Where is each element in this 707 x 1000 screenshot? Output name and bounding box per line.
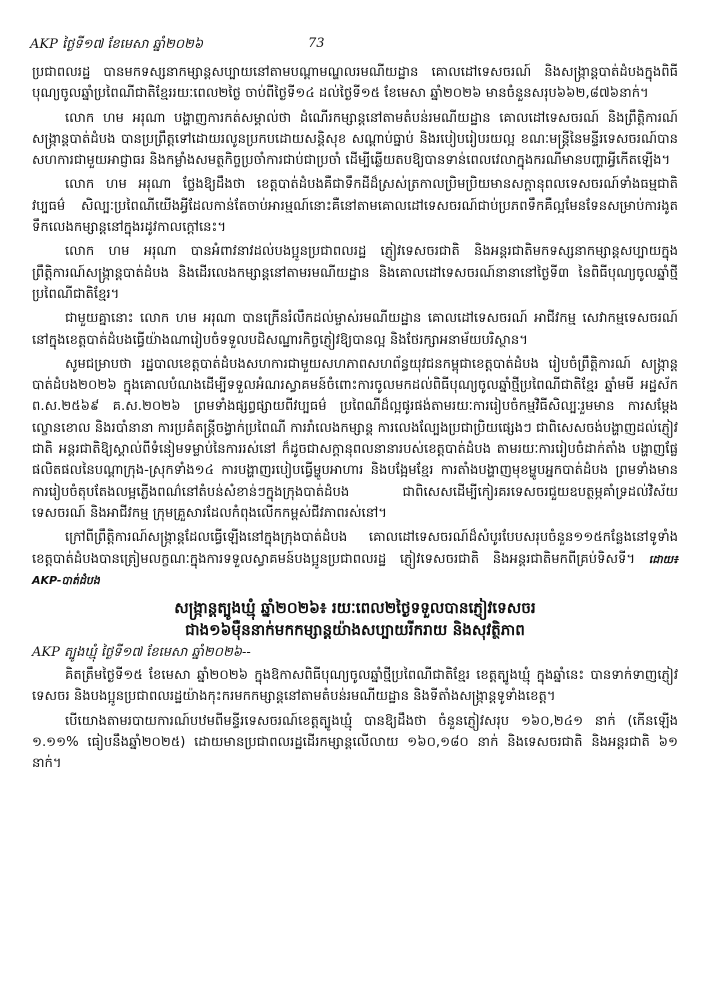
page-body xyxy=(32,62,678,778)
header-source-date: AKP ថ្ងៃទី១៧ ខែមេសា ឆ្នាំ២០២៦ xyxy=(30,37,204,52)
article1-paragraph-last xyxy=(32,527,678,591)
article1-paragraph-text: ក្រៅពីព្រឹត្តិការណ៍សង្ក្រាន្តដែលធ្វើឡើងនៅក្នុងក្រុងបាត់ដំបង គោលដៅទេសចរណ៍ដ៏សំបូរបែបសរុបចំនួន១១៥កន្លែងនៅទូទាំងខេត្តបាត់ដំបងបានត្រៀមលក្ខណៈក្នុងការទទួលស្វាគមន៍បងប្អូនប្រជាពលរដ្ឋ ភ្ញៀវទេសចរជាតិ និងអន្តរជាតិមកពីគ្រប់ទិសទី។ xyxy=(32,530,678,567)
article2-paragraph: គិតត្រឹមថ្ងៃទី១៥ ខែមេសា ឆ្នាំ២០២៦ ក្នុងឱកាសពិធីបុណ្យចូលឆ្នាំថ្មីប្រពៃណីជាតិខ្មែរ ខេត្តត្បូងឃ្មុំ ក្នុងឆ្នាំនេះ បានទាក់ទាញភ្ញៀវទេសចរ និងបងប្អូនប្រជាពលរដ្ឋយ៉ាងកុះករមកកម្សាន្តនៅតាមតំបន់រមណីយដ្ឋាន និងទីតាំងសង្ក្រាន្តទូទាំងខេត្ត។ xyxy=(32,668,678,705)
article1-paragraph: សូមជម្រាបថា រដ្ឋបាលខេត្តបាត់ដំបងសហការជាមួយសហភាពសហព័ន្ធយុវជនកម្ពុជាខេត្តបាត់ដំបង រៀបចំព្រឹត្តិការណ៍ សង្ក្រាន្តបាត់ដំបង២០២៦ ក្នុងគោលបំណងដើម្បីទទួលអំណរស្វាគមន៍ចំពោះការចូលមកដល់ពិធីបុណ្យចូលឆ្នាំថ្មីប្រពៃណីជាតិខ្មែរ ឆ្នាំមមី អដ្ឋស័ក ព.ស.២៥៦៩ គ.ស.២០២៦ ព្រមទាំងផ្សព្វផ្សាយពីវប្បធម៌ ប្រពៃណីដ៏ល្អផូរផង់តាមរយៈការរៀបចំកម្មវិធីសិល្បៈរួមមាន ការសម្តែងល្ខោនខោល និងរបាំនានា ការប្រគំតន្ត្រីចង្វាក់ប្រពៃណី ការរាំលេងកម្សាន្ត ការលេងល្បែងប្រជាប្រិយផ្សេងៗ ជាពិសេសចង់បង្ហាញដល់ភ្ញៀវជាតិ អន្តរជាតិឱ្យស្គាល់ពីទំនៀមទម្លាប់នៃការរស់នៅ ក៏ដូចជាសក្តានុពលនានារបស់ខេត្តបាត់ដំបង តាមរយៈការរៀបចំដាក់តាំង បង្ហាញផ្លែផលិតផលនៃបណ្តាក្រុង-ស្រុកទាំង១៤ ការបង្ហាញរបៀបធ្វើម្ហូបអាហារ និងបង្អែមខ្មែរ ការតាំងបង្ហាញមុខម្ហូបអ្នកបាត់ដំបង ព្រមទាំងមានការរៀបចំតុបតែងលម្អភ្លើងពណ៌នៅតំបន់សំខាន់ៗក្នុងក្រុងបាត់ដំបង ជាពិសេសដើម្បីកៀរគរទេសចរជួយឧបត្ថម្ភគាំទ្រដល់វិស័យទេសចរណ៍ និងអាជីវកម្ម ក្រុមគ្រួសារដែលកំពុងលើកកម្ពស់ជីវភាពរស់នៅ។ xyxy=(32,356,678,521)
page-header xyxy=(30,36,680,56)
article2-paragraph: បើយោងតាមរបាយការណ៍បឋមពីមន្ទីរទេសចរណ៍ខេត្តត្បូងឃ្មុំ បានឱ្យដឹងថា ចំនួនភ្ញៀវសរុប ១៦០,២៤១ នាក់ (កើនឡើង ១.១១% ធៀបនឹងឆ្នាំ២០២៥) ដោយមានប្រជាពលរដ្ឋដើរកម្សាន្តលើលាយ ១៦០,១៨០ នាក់ និងទេសចរជាតិ និងអន្តរជាតិ ៦១ នាក់។ xyxy=(32,713,678,772)
article2-dateline: AKP ត្បូងឃ្មុំ ថ្ងៃទី១៧ ខែមេសា ឆ្នាំ២០២៦-- xyxy=(32,645,251,661)
article2-title xyxy=(32,597,678,641)
article1-paragraph: ប្រជាពលរដ្ឋ បានមកទស្សនាកម្សាន្តសប្បាយនៅតាមបណ្តាមណ្ឌលរមណីយដ្ឋាន គោលដៅទេសចរណ៍ និងសង្ក្រាន្តបាត់ដំបងក្នុងពិធីបុណ្យចូលឆ្នាំប្រពៃណីជាតិខ្មែររយៈពេល២ថ្ងៃ ចាប់ពីថ្ងៃទី១៤ ដល់ថ្ងៃទី១៥ ខែមេសា ឆ្នាំ២០២៦ មានចំនួនសរុប៦៦២,៨៧៦នាក់។ xyxy=(32,65,678,102)
article2-title-line2: ជាង១៦ម៉ឺននាក់មកកម្សាន្តយ៉ាងសប្បាយរីករាយ និងសុវត្ថិភាព xyxy=(185,621,525,640)
article-battambang xyxy=(32,62,678,591)
article1-paragraph: លោក ហម អរុណា បានអំពាវនាវដល់បងប្អូនប្រជាពលរដ្ឋ ភ្ញៀវទេសចរជាតិ និងអន្តរជាតិមកទស្សនាកម្សាន្តសប្បាយក្នុងព្រឹត្តិការណ៍សង្ក្រាន្តបាត់ដំបង និងដើរលេងកម្សាន្តនៅតាមរមណីយដ្ឋាន និងគោលដៅទេសចរណ៍នានានៅថ្ងៃទី៣ នៃពិធីបុណ្យចូលឆ្នាំថ្មីប្រពៃណីជាតិខ្មែរ។ xyxy=(32,244,678,302)
article1-byline: ដោយ៖ AKP-បាត់ដំបង xyxy=(32,552,678,587)
article1-paragraph: លោក ហម អរុណា បង្ហាញការកត់សម្គាល់ថា ដំណើរកម្សាន្តនៅតាមតំបន់រមណីយដ្ឋាន គោលដៅទេសចរណ៍ និងព្រឹត្តិការណ៍សង្ក្រាន្តបាត់ដំបង បានប្រព្រឹត្តទៅដោយរលូនប្រកបដោយសន្តិសុខ សណ្តាប់ធ្នាប់ និងរបៀបរៀបរយល្អ ខណៈមន្ត្រីនៃមន្ទីរទេសចរណ៍បានសហការជាមួយអាជ្ញាធរ និងកម្លាំងសមត្ថកិច្ចប្រចាំការជាប់ជាប្រចាំ ដើម្បីឆ្លើយតបឱ្យបានទាន់ពេលវេលាក្នុងករណីមានបញ្ហាអ្វីកើតឡើង។ xyxy=(32,110,678,169)
article1-paragraph: លោក ហម អរុណា ថ្លែងឱ្យដឹងថា ខេត្តបាត់ដំបងគឺជាទឹកដីដ៏ស្រស់ត្រកាលប្រិមប្រិយមានសក្តានុពលទេសចរណ៍ទាំងធម្មជាតិ វប្បធម៌ សិល្បៈប្រពៃណីយើងអ្វីដែលកាន់តែចាប់អារម្មណ៍នោះគឺនៅតាមគោលដៅទេសចរណ៍ជាប់ប្រភពទឹកគឺល្អមែនទែនសម្រាប់ការងូតទឹកលេងកម្សាន្តនៅក្នុងរដូវកាលក្តៅនេះ។ xyxy=(32,177,678,236)
page-number: 73 xyxy=(308,36,325,51)
article1-paragraph: ជាមួយគ្នានោះ លោក ហម អរុណា បានក្រើនរំលឹកដល់ម្ចាស់រមណីយដ្ឋាន គោលដៅទេសចរណ៍ អាជីវកម្ម សេវាកម្មទេសចរណ៍នៅក្នុងខេត្តបាត់ដំបងធ្វើយ៉ាងណារៀបចំទទួលបដិសណ្ឋារកិច្ចភ្ញៀវឱ្យបានល្អ និងថែរក្សាអនាម័យបរិស្ថាន។ xyxy=(32,311,678,348)
article-tbong-khmum xyxy=(32,597,678,774)
article2-title-line1: សង្ក្រាន្តត្បូងឃ្មុំ ឆ្នាំ២០២៦៖ រយៈពេល២ថ្ងៃទទួលបានភ្ញៀវទេសចរ xyxy=(174,599,536,618)
